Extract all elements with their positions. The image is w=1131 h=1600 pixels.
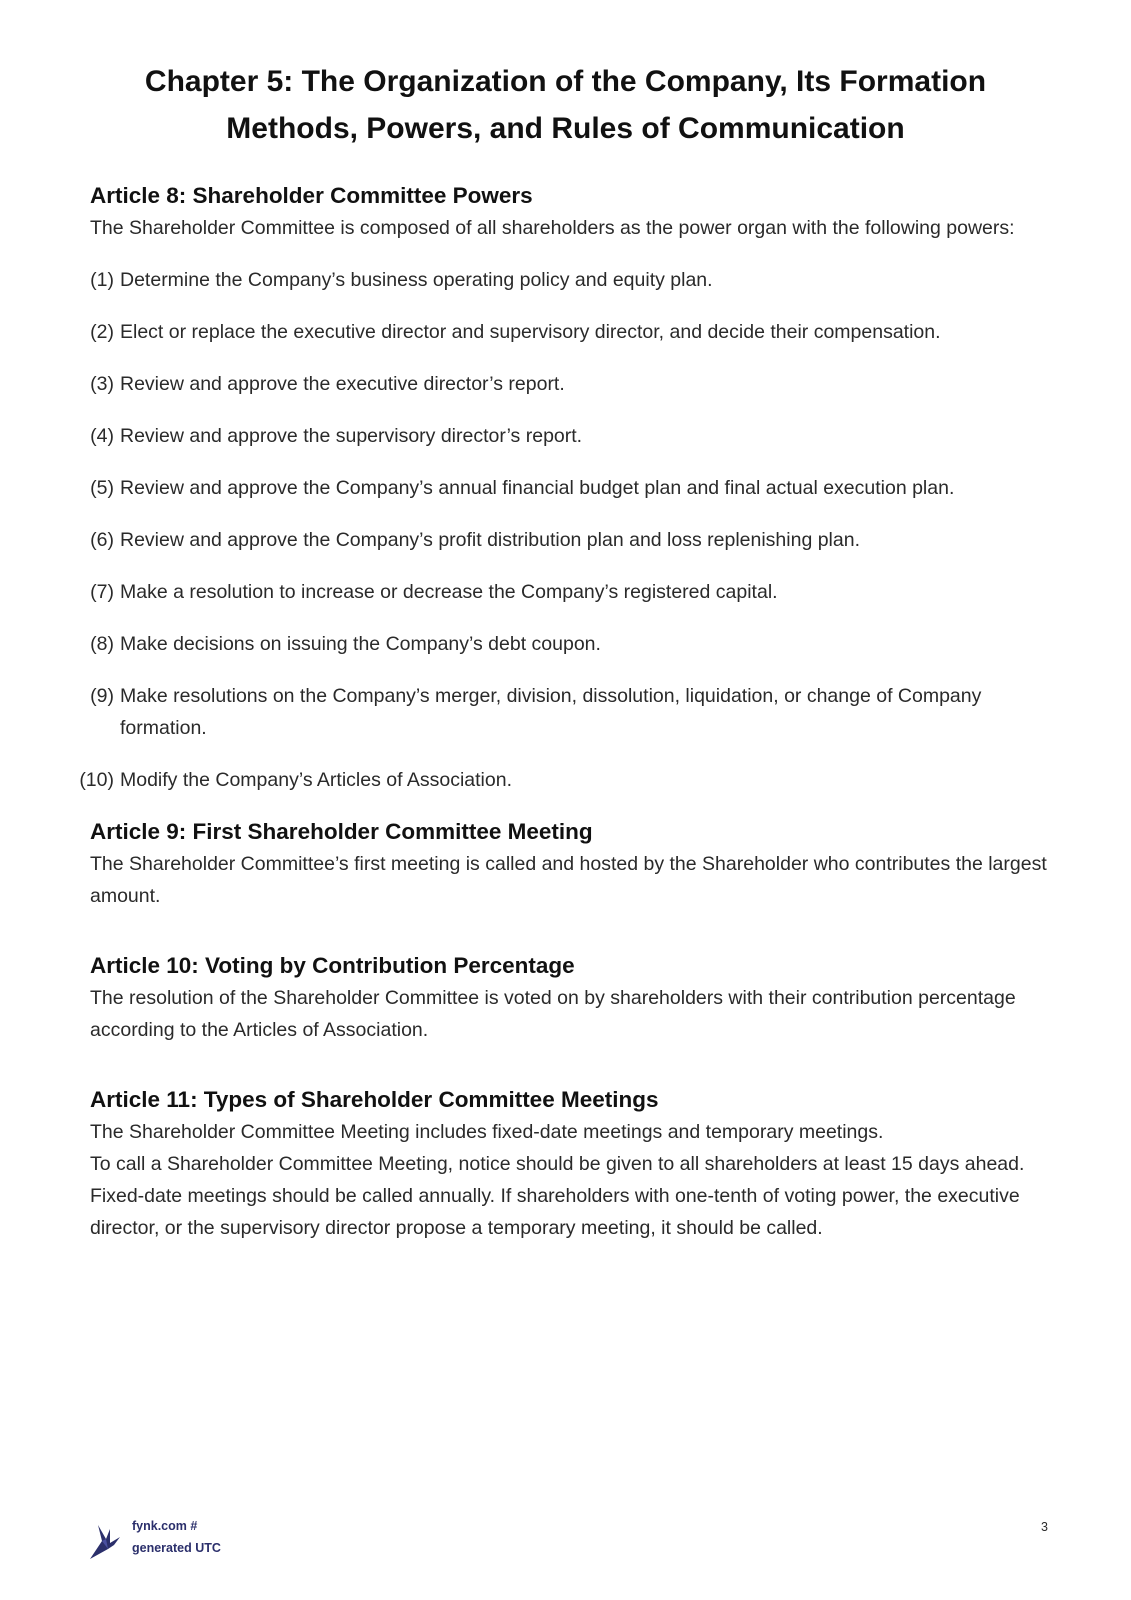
list-item-text: Modify the Company’s Articles of Association. [120, 769, 512, 791]
chapter-title [90, 58, 1041, 152]
list-item-number: (1) [90, 269, 114, 291]
footer-brand-line-1: fynk.com # [132, 1519, 198, 1533]
list-item [90, 680, 1050, 744]
list-item-number: (7) [90, 581, 114, 603]
article-text: To call a Shareholder Committee Meeting, notice should be given to all shareholders at least 15 days ahead. Fixed-date meetings should be called annually. If shareholders with one-tenth of voting power, the executive director, or the supervisory director propose a temporary meeting, it should be called. [90, 1153, 1025, 1239]
article-10 [90, 950, 1050, 1046]
list-item-number: (6) [90, 529, 114, 551]
list-item-text: Make decisions on issuing the Company’s debt coupon. [120, 633, 601, 655]
list-item-text: Make a resolution to increase or decrease the Company’s registered capital. [120, 581, 778, 603]
chapter-title-line-1: Chapter 5: The Organization of the Company, Its Formation [144, 65, 987, 98]
article-heading: Article 9: First Shareholder Committee Meeting [90, 819, 593, 844]
article-heading: Article 8: Shareholder Committee Powers [90, 183, 533, 208]
list-item-text: Review and approve the supervisory director’s report. [120, 425, 583, 447]
fynk-bird-logo-icon [88, 1519, 128, 1561]
list-item-text: Review and approve the Company’s annual financial budget plan and final actual execution plan. [120, 477, 955, 499]
list-item-number: (4) [90, 425, 114, 447]
list-item [90, 628, 1050, 660]
list-item [90, 420, 1050, 452]
footer-brand [132, 1515, 221, 1559]
list-item [79, 764, 1050, 796]
list-item [90, 368, 1050, 400]
article-11 [90, 1084, 1050, 1244]
list-item [90, 472, 1050, 504]
article-8 [79, 180, 1050, 796]
article-9 [90, 816, 1050, 912]
list-item-text: Make resolutions on the Company’s merger, division, dissolution, liquidation, or change of Company formation. [120, 685, 982, 739]
list-item-number: (8) [90, 633, 114, 655]
list-item-number: (5) [90, 477, 114, 499]
powers-list [79, 264, 1050, 796]
article-text: The Shareholder Committee’s first meeting is called and hosted by the Shareholder who contributes the largest amount. [90, 853, 1047, 907]
article-heading: Article 11: Types of Shareholder Committee Meetings [90, 1087, 659, 1112]
page-footer [88, 1515, 1048, 1565]
list-item-text: Determine the Company’s business operating policy and equity plan. [120, 269, 713, 291]
footer-brand-line-2: generated UTC [132, 1541, 221, 1555]
chapter-title-line-2: Methods, Powers, and Rules of Communication [226, 112, 905, 145]
article-intro: The Shareholder Committee is composed of all shareholders as the power organ with the following powers: [90, 217, 1015, 239]
list-item-number: (2) [90, 321, 114, 343]
list-item-text: Review and approve the Company’s profit distribution plan and loss replenishing plan. [120, 529, 861, 551]
article-text: The Shareholder Committee Meeting includes fixed-date meetings and temporary meetings. [90, 1121, 884, 1143]
list-item [90, 576, 1050, 608]
list-item-number: (9) [90, 685, 114, 707]
list-item-text: Review and approve the executive director’s report. [120, 373, 565, 395]
list-item-number: (3) [90, 373, 114, 395]
document-body [79, 180, 1050, 1244]
list-item-text: Elect or replace the executive director and supervisory director, and decide their compensation. [120, 321, 941, 343]
article-text: The resolution of the Shareholder Committee is voted on by shareholders with their contribution percentage according to the Articles of Association. [90, 987, 1016, 1041]
page-number: 3 [1041, 1520, 1048, 1534]
article-heading: Article 10: Voting by Contribution Percentage [90, 953, 575, 978]
list-item [90, 264, 1050, 296]
list-item-number: (10) [79, 769, 114, 791]
list-item [90, 316, 1050, 348]
list-item [90, 524, 1050, 556]
